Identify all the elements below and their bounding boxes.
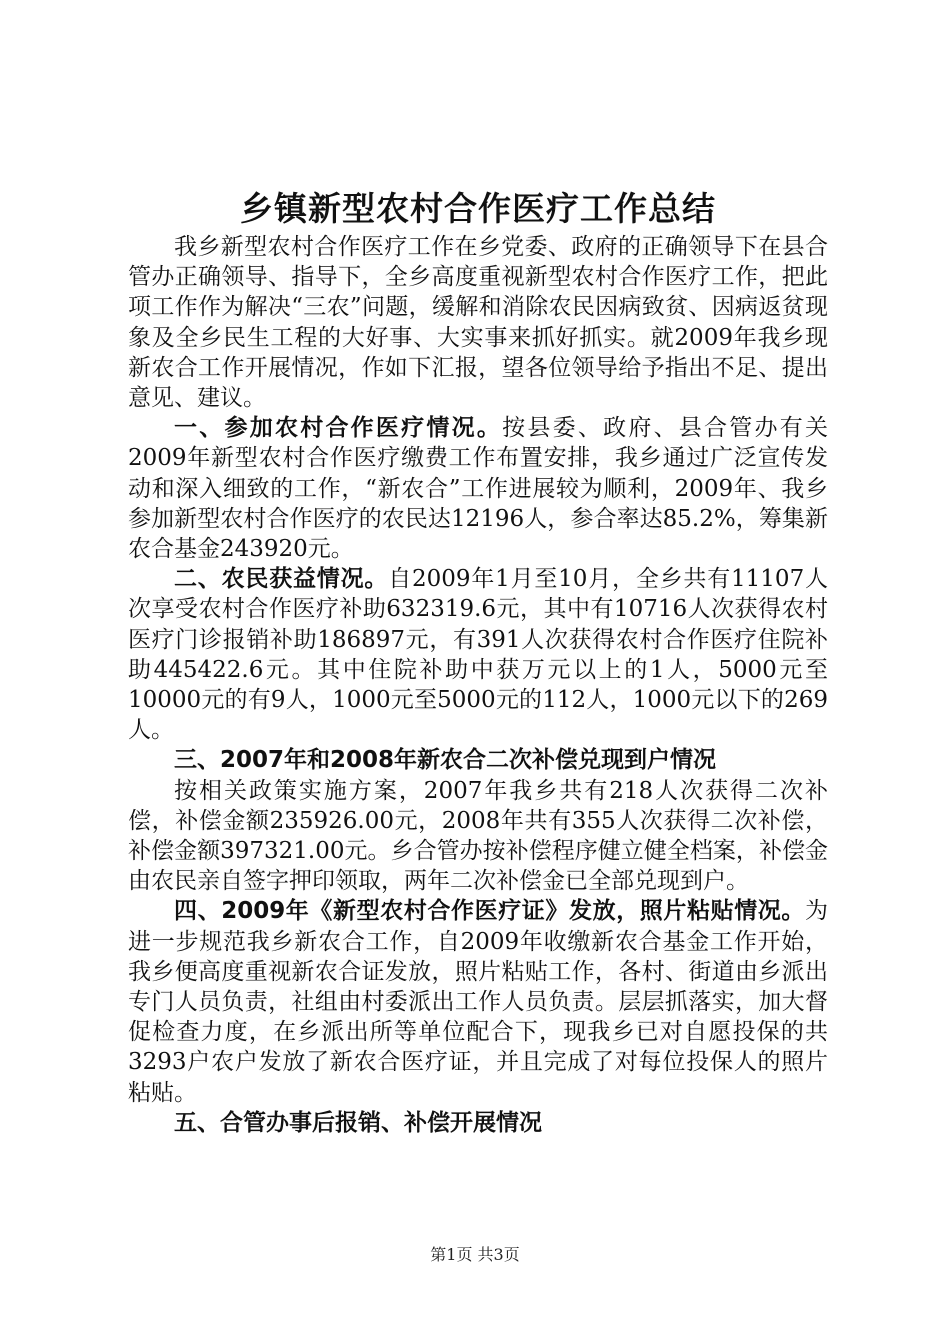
document-title: 乡镇新型农村合作医疗工作总结 <box>240 189 716 228</box>
paragraph-section-3-body <box>128 776 828 897</box>
section-heading-5: 五、合管办事后报销、补偿开展情况 <box>174 1109 542 1136</box>
document-page <box>128 0 828 1344</box>
paragraph-text: 我乡新型农村合作医疗工作在乡党委、政府的正确领导下在县合管办正确领导、指导下，全乡高度重视新型农村合作医疗工作，把此项工作作为解决“三农”问题，缓解和消除农民因病致贫、因病返贫现象及全乡民生工程的大好事、大实事来抓好抓实。就2009年我乡现新农合工作开展情况，作如下汇报，望各位领导给予指出不足、提出意见、建议。 <box>128 234 828 412</box>
paragraph-section-4 <box>128 896 828 1107</box>
paragraph-section-3-heading <box>128 745 828 775</box>
section-heading-1: 一、参加农村合作医疗情况。 <box>174 415 503 442</box>
paragraph-section-5-heading <box>128 1108 828 1138</box>
paragraph-section-2 <box>128 564 828 745</box>
section-heading-4: 四、2009年《新型农村合作医疗证》发放，照片粘贴情况。 <box>174 898 805 925</box>
section-heading-2: 二、农民获益情况。 <box>174 566 389 593</box>
section-heading-3: 三、2007年和2008年新农合二次补偿兑现到户情况 <box>174 747 717 774</box>
paragraph-text: 自2009年1月至10月，全乡共有11107人次享受农村合作医疗补助632319.6元，其中有10716人次获得农村医疗门诊报销补助186897元，有391人次获得农村合作医疗住院补助445422.6元。其中住院补助中获万元以上的1人，5000元至10000元的有9人，1000元至5000元的112人，1000元以下的269人。 <box>128 566 828 744</box>
document-body <box>128 232 828 1138</box>
paragraph-text: 按相关政策实施方案，2007年我乡共有218人次获得二次补偿，补偿金额235926.00元，2008年共有355人次获得二次补偿，补偿金额397321.00元。乡合管办按补偿程序健立健全档案，补偿金由农民亲自签字押印领取，两年二次补偿金已全部兑现到户。 <box>128 777 828 895</box>
paragraph-section-1 <box>128 413 828 564</box>
paragraph-intro <box>128 232 828 413</box>
paragraph-text: 按县委、政府、县合管办有关2009年新型农村合作医疗缴费工作布置安排，我乡通过广泛宣传发动和深入细致的工作，“新农合”工作进展较为顺利，2009年、我乡参加新型农村合作医疗的农民达12196人，参合率达85.2%，筹集新农合基金243920元。 <box>128 415 829 563</box>
page-number-footer: 第1页 共3页 <box>430 1245 520 1264</box>
paragraph-text: 为进一步规范我乡新农合工作，自2009年收缴新农合基金工作开始，我乡便高度重视新农合证发放，照片粘贴工作，各村、街道由乡派出专门人员负责，社组由村委派出工作人员负责。层层抓落实，加大督促检查力度，在乡派出所等单位配合下，现我乡已对自愿投保的共3293户农户发放了新农合医疗证，并且完成了对每位投保人的照片粘贴。 <box>128 898 828 1106</box>
